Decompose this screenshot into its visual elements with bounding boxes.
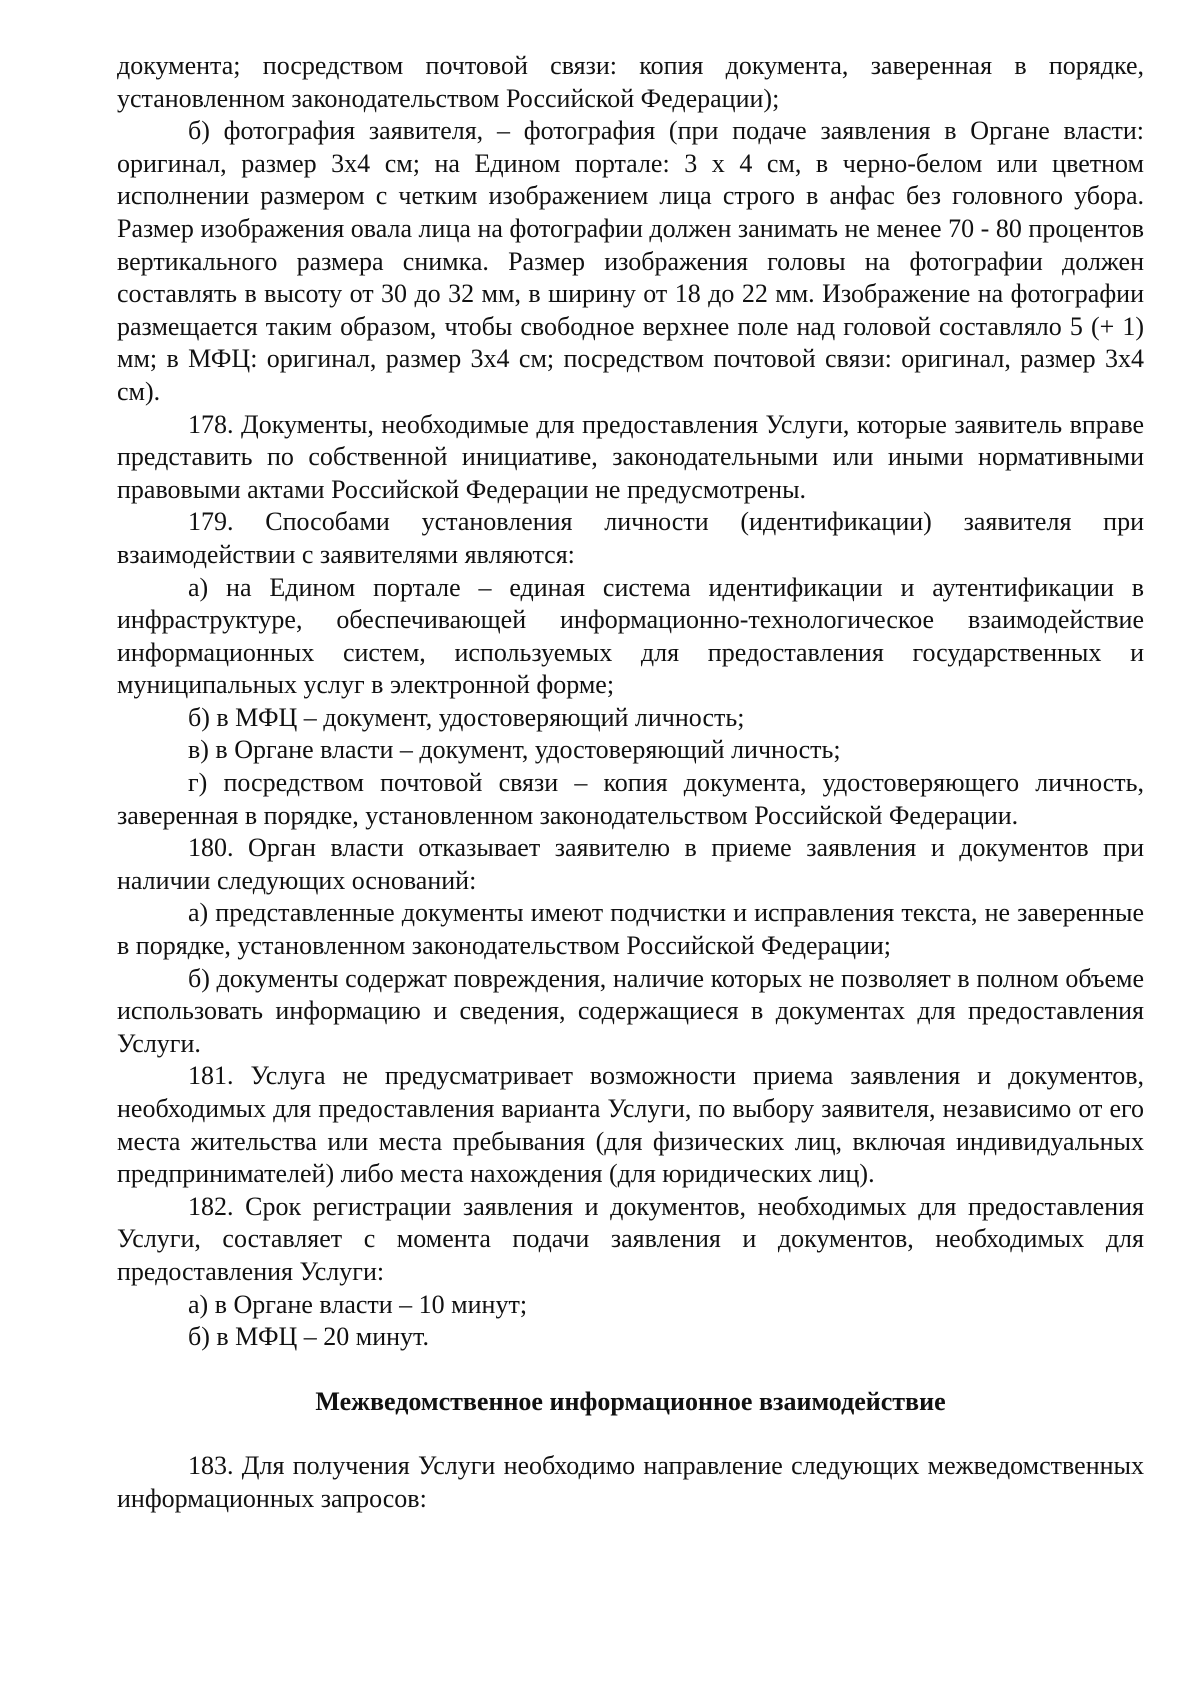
paragraph: 180. Орган власти отказывает заявителю в приеме заявления и документов при наличии следующих оснований: [117, 833, 1144, 895]
paragraph: б) документы содержат повреждения, наличие которых не позволяет в полном объеме использовать информацию и сведения, содержащиеся в документах для предоставления Услуги. [117, 963, 1144, 1058]
document-body-bottom [117, 1450, 1144, 1515]
paragraph: г) посредством почтовой связи – копия документа, удостоверяющего личность, заверенная в порядке, установленном законодательством Российской Федерации. [117, 768, 1144, 830]
paragraph: в) в Органе власти – документ, удостоверяющий личность; [188, 735, 841, 765]
paragraph: 182. Срок регистрации заявления и документов, необходимых для предоставления Услуги, составляет с момента подачи заявления и документов, необходимых для предоставления Услуги: [117, 1191, 1144, 1286]
paragraph: 183. Для получения Услуги необходимо направление следующих межведомственных информационных запросов: [117, 1451, 1144, 1513]
paragraph: а) в Органе власти – 10 минут; [188, 1289, 528, 1319]
paragraph: б) в МФЦ – 20 минут. [188, 1322, 429, 1352]
paragraph: документа; посредством почтовой связи: копия документа, заверенная в порядке, установленном законодательством Российской Федерации); [117, 51, 1144, 113]
paragraph: а) представленные документы имеют подчистки и исправления текста, не заверенные в порядке, установленном законодательством Российской Федерации; [117, 898, 1144, 961]
paragraph: 178. Документы, необходимые для предоставления Услуги, которые заявитель вправе представить по собственной инициативе, законодательными или иными нормативными правовыми актами Российской Федерации не предусмотрены. [117, 409, 1144, 504]
document-page [117, 50, 1144, 1516]
paragraph: 181. Услуга не предусматривает возможности приема заявления и документов, необходимых для предоставления варианта Услуги, по выбору заявителя, независимо от его места жительства или места пребывания (для физических лиц, включая индивидуальных предпринимателей) либо места нахождения (для юридических лиц). [117, 1061, 1144, 1189]
paragraph: 179. Способами установления личности (идентификации) заявителя при взаимодействии с заявителями являются: [117, 507, 1144, 569]
paragraph: а) на Едином портале – единая система идентификации и аутентификации в инфраструктуре, обеспечивающей информационно-технологическое взаимодействие информационных систем, используемых для предоставления государственных и муниципальных услуг в электронной форме; [117, 572, 1144, 700]
section-heading: Межведомственное информационное взаимодействие [315, 1386, 946, 1416]
document-body-top [117, 50, 1144, 1354]
paragraph: б) фотография заявителя, – фотография (при подаче заявления в Органе власти: оригинал, размер 3х4 см; на Едином портале: 3 х 4 см, в черно-белом или цветном исполнении размером с четким изображением лица строго в анфас без головного убора. Размер изображения овала лица на фотографии должен занимать не менее 70 - 80 процентов вертикального размера снимка. Размер изображения головы на фотографии должен составлять в высоту от 30 до 32 мм, в ширину от 18 до 22 мм. Изображение на фотографии размещается таким образом, чтобы свободное верхнее поле над головой составляло 5 (+ 1) мм; в МФЦ: оригинал, размер 3х4 см; посредством почтовой связи: оригинал, размер 3х4 см). [117, 116, 1144, 406]
paragraph: б) в МФЦ – документ, удостоверяющий личность; [188, 702, 745, 732]
